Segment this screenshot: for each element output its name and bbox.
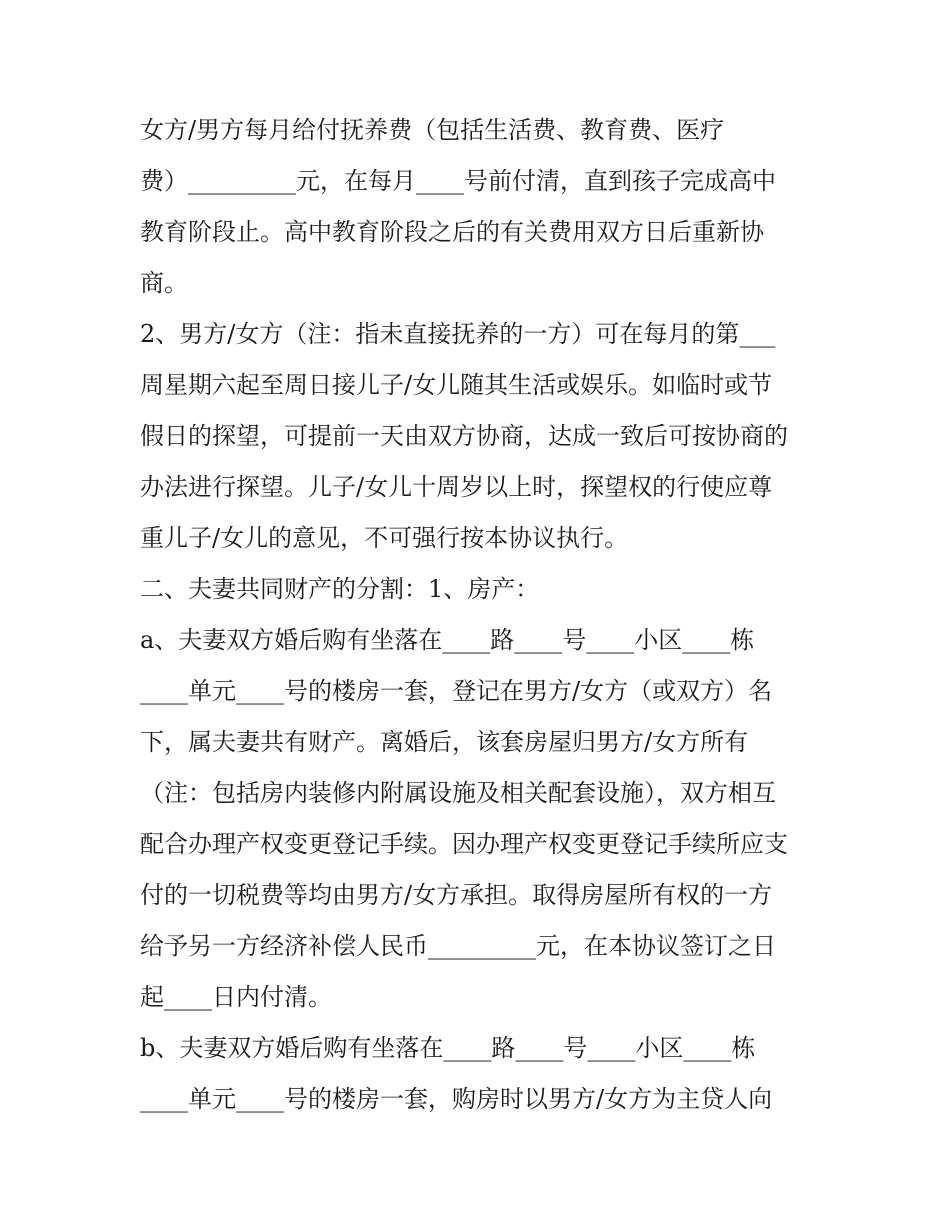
text-line: 周星期六起至周日接儿子/女儿随其生活或娱乐。如临时或节 (140, 371, 773, 399)
text-line: （注：包括房内装修内附属设施及相关配套设施），双方相互 (140, 779, 776, 807)
text-line: 假日的探望，可提前一天由双方协商，达成一致后可按协商的 (140, 422, 788, 450)
text-line: 重儿子/女儿的意见，不可强行按本协议执行。 (140, 524, 629, 552)
text-line: a、夫妻双方婚后购有坐落在____路____号____小区____栋 (140, 626, 755, 654)
text-line: 商。 (140, 269, 188, 297)
text-line: 给予另一方经济补偿人民币_________元，在本协议签订之日 (140, 932, 776, 960)
text-line: ____单元____号的楼房一套，登记在男方/女方（或双方）名 (140, 677, 773, 705)
text-line: b、夫妻双方婚后购有坐落在____路____号____小区____栋 (140, 1034, 756, 1062)
text-line: 费）_________元，在每月____号前付清，直到孩子完成高中 (140, 167, 776, 195)
text-line: 2、男方/女方（注：指未直接抚养的一方）可在每月的第___ (140, 320, 776, 348)
text-line: 付的一切税费等均由男方/女方承担。取得房屋所有权的一方 (140, 881, 773, 909)
text-line: ____单元____号的楼房一套，购房时以男方/女方为主贷人向 (140, 1085, 773, 1113)
text-line: 配合办理产权变更登记手续。因办理产权变更登记手续所应支 (140, 830, 788, 858)
text-line: 女方/男方每月给付抚养费（包括生活费、教育费、医疗 (140, 116, 725, 144)
text-line: 下，属夫妻共有财产。离婚后，该套房屋归男方/女方所有 (140, 728, 749, 756)
text-line: 办法进行探望。儿子/女儿十周岁以上时，探望权的行使应尊 (140, 473, 773, 501)
text-line: 教育阶段止。高中教育阶段之后的有关费用双方日后重新协 (140, 218, 764, 246)
document-body (140, 108, 820, 1128)
text-line: 起____日内付清。 (140, 983, 332, 1011)
section-heading: 二、夫妻共同财产的分割：1、房产： (140, 575, 540, 603)
